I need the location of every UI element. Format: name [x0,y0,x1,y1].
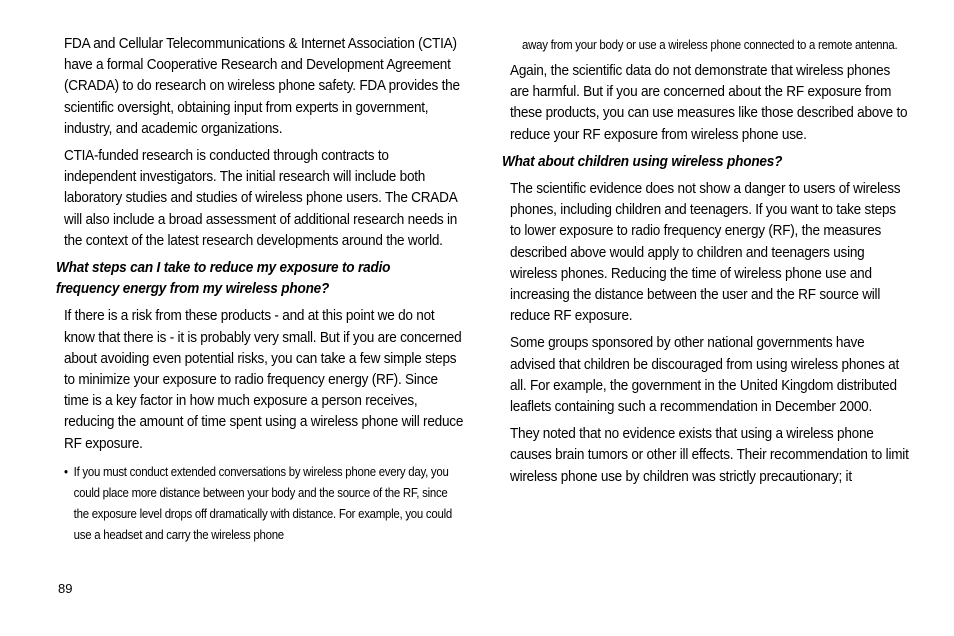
bullet-item-distance [64,461,461,545]
heading-children: What about children using wireless phones? [502,153,783,170]
paragraph-scientific-data: Again, the scientific data do not demonstrate that wireless phones are harmful. But if you are concerned about the RF exposure from these products, you can use measures like those described above to reduce your RF exposure from wireless phone use. [510,63,908,143]
paragraph-no-evidence: They noted that no evidence exists that using a wireless phone causes brain tumors or other ill effects. Their recommendation to limit wireless phone use by children was strictly precautionary; it [510,426,909,485]
bullet-continuation: away from your body or use a wireless phone connected to a remote antenna. [522,37,898,52]
paragraph-risk: If there is a risk from these products - and at this point we do not know that there is - it is probably very small. But if you are concerned about avoiding even potential risks, you can take a few simple steps to minimize your exposure to radio frequency energy (RF). Since time is a key factor in how much exposure a person receives, reducing the amount of time spent using a wireless phone will reduce RF exposure. [64,308,464,452]
page-number: 89 [58,581,73,596]
paragraph-scientific-evidence: The scientific evidence does not show a danger to users of wireless phones, including children and teenagers. If you want to take steps to lower exposure to radio frequency energy (RF), the measures described above would apply to children and teenagers using wireless phones. Reducing the time of wireless phone use and increasing the distance between the user and the RF source will reduce RF exposure. [510,181,901,325]
bullet-text: If you must conduct extended conversations by wireless phone every day, you could place more distance between your body and the source of the RF, since the exposure level drops off dramatically with distance. For example, you could use a headset and carry the wireless phone [73,463,452,542]
heading-reduce-exposure: What steps can I take to reduce my exposure to radio frequency energy from my wireless phone? [56,260,391,298]
bullet-icon: • [64,463,68,479]
right-column [502,34,912,494]
paragraph-fda-ctia: FDA and Cellular Telecommunications & Internet Association (CTIA) have a formal Cooperative Research and Development Agreement (CRADA) to do research on wireless phone safety. FDA provides the scientific oversight, obtaining input from experts in government, industry, and academic organizations. [64,36,460,137]
paragraph-national-governments: Some groups sponsored by other national governments have advised that children be discouraged from using wireless phones at all. For example, the government in the United Kingdom distributed leaflets containing such a recommendation in December 2000. [510,335,900,416]
paragraph-ctia-research: CTIA-funded research is conducted through contracts to independent investigators. The initial research will include both laboratory studies and studies of wireless phone users. The CRADA will also include a broad assessment of additional research needs in the context of the latest research developments around the world. [64,148,458,249]
left-column [56,34,466,551]
